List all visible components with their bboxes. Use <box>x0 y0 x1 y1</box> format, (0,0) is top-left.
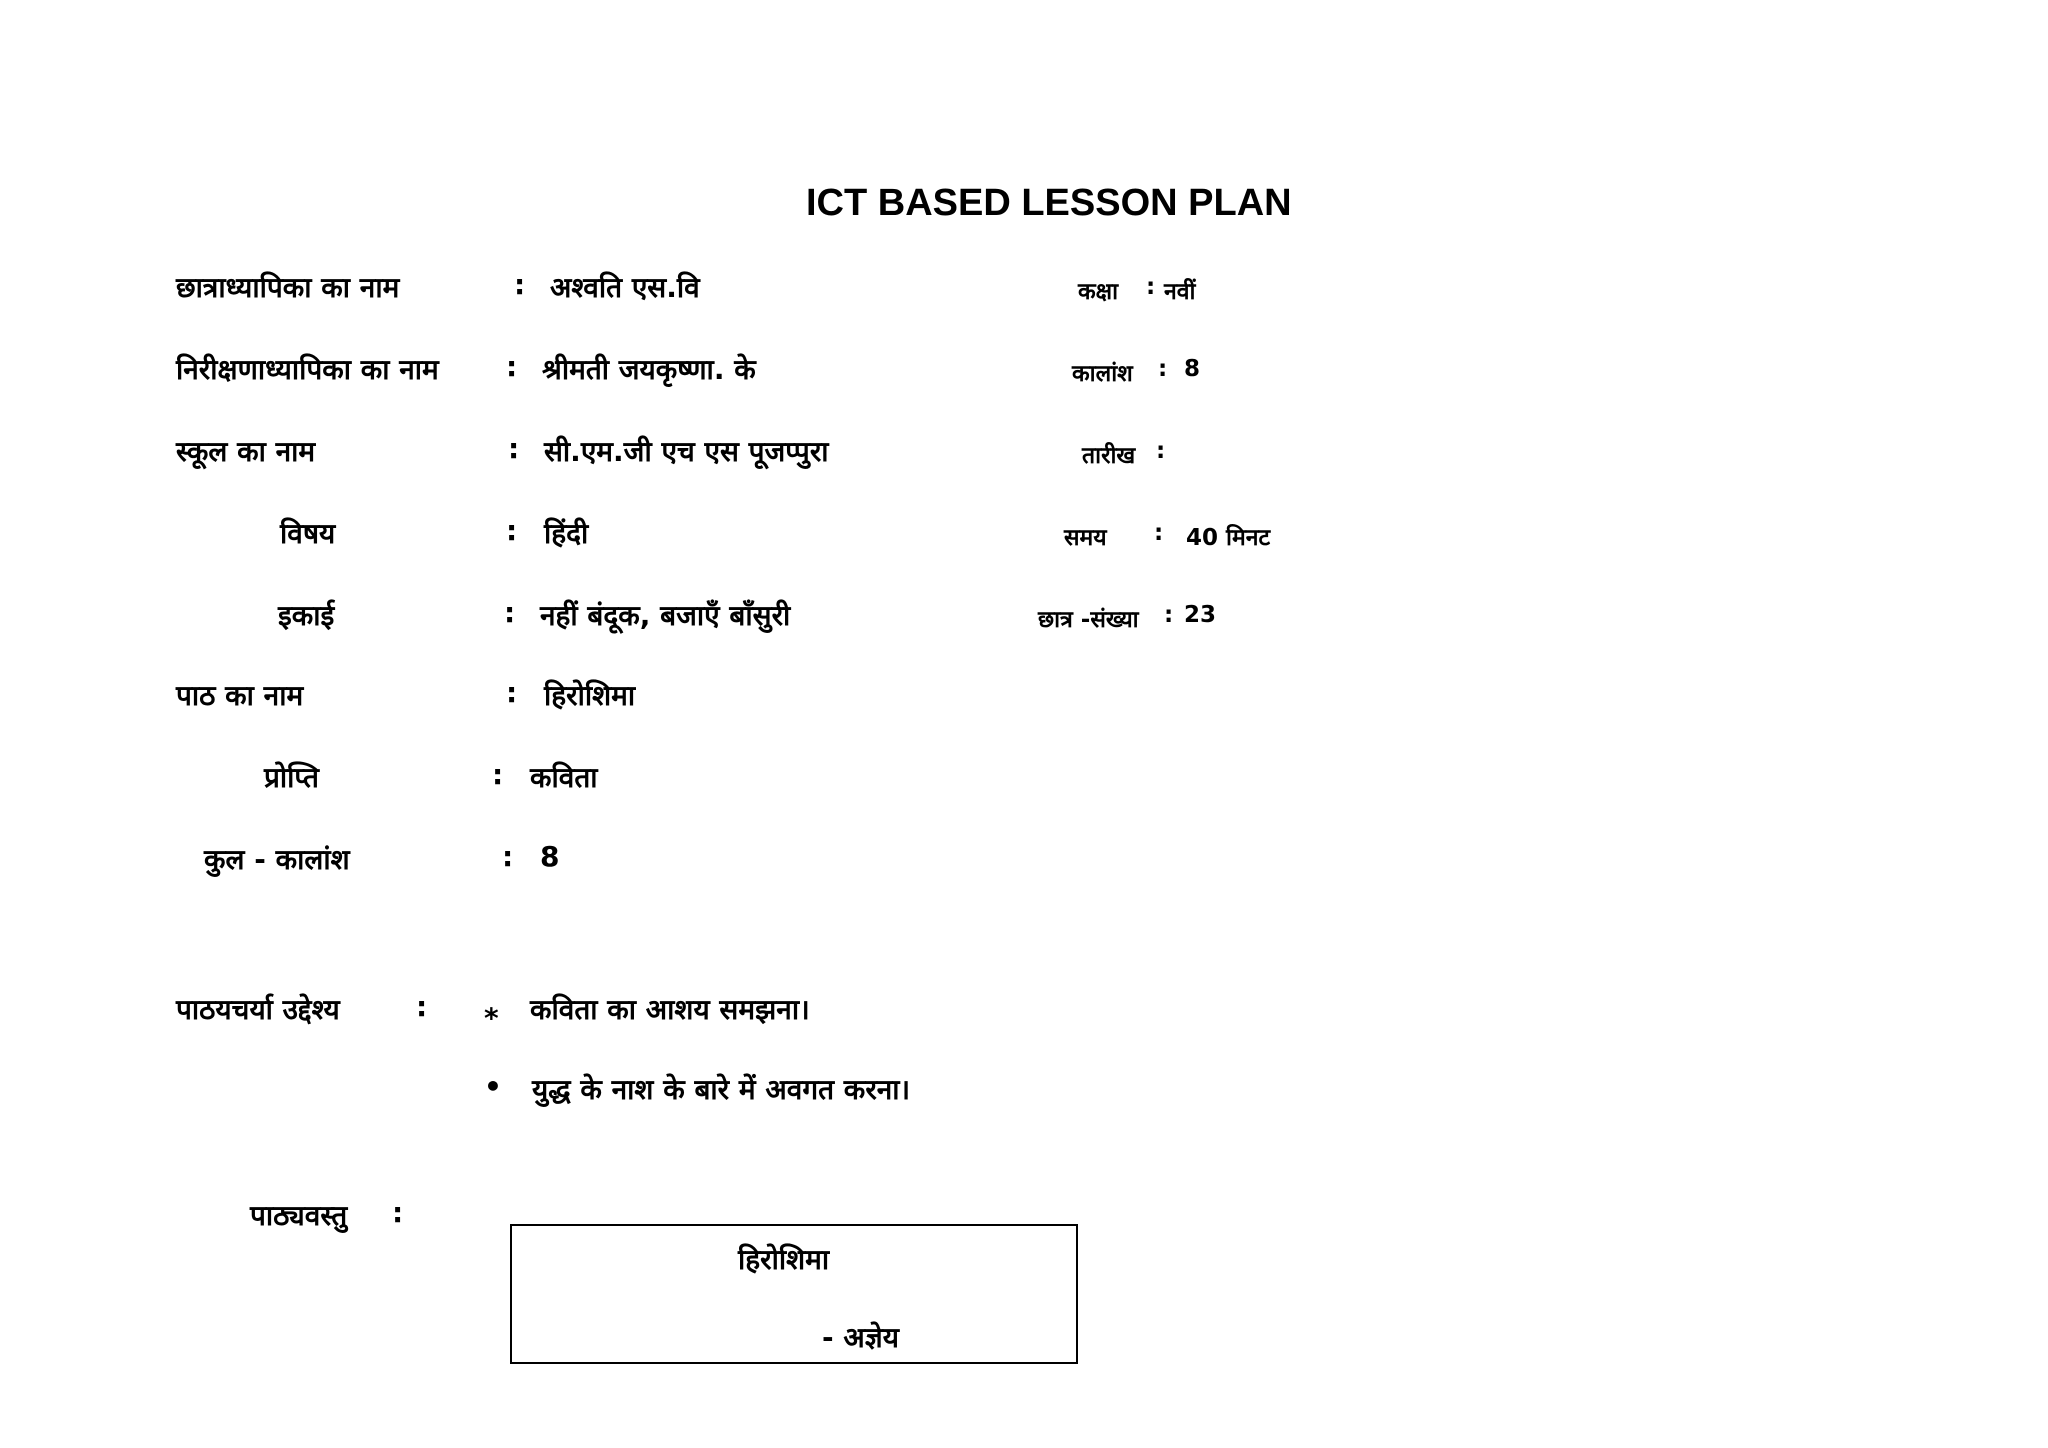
objectives-colon: : <box>416 990 428 1023</box>
field-label-supervisor: निरीक्षणाध्यापिका का नाम <box>176 353 439 386</box>
field-colon: : <box>508 432 520 465</box>
field-label-unit: इकाई <box>278 599 335 632</box>
right-label-class: कक्षा <box>1078 279 1119 305</box>
objective-bullet-icon: ⁎ <box>484 994 499 1027</box>
right-colon: : <box>1164 602 1174 628</box>
right-colon: : <box>1156 438 1166 464</box>
field-value-subject: हिंदी <box>544 517 589 550</box>
right-colon: : <box>1158 356 1168 382</box>
right-value-period: 8 <box>1184 356 1201 382</box>
objective-item: युद्ध के नाश के बारे में अवगत करना। <box>532 1073 911 1106</box>
objective-item: कविता का आशय समझना। <box>530 993 810 1026</box>
objectives-label: पाठयचर्या उद्देश्य <box>176 993 340 1026</box>
right-label-date: तारीख <box>1082 443 1136 469</box>
field-label-total-periods: कुल - कालांश <box>204 843 350 876</box>
field-value-total-periods: 8 <box>540 840 560 873</box>
field-value-lesson: हिरोशिमा <box>544 679 636 712</box>
page-title: ICT BASED LESSON PLAN <box>806 182 1292 224</box>
field-colon: : <box>492 758 504 791</box>
right-value-time: 40 मिनट <box>1186 525 1271 551</box>
right-label-students: छात्र -संख्या <box>1038 607 1139 633</box>
field-label-student-teacher: छात्राध्यापिका का नाम <box>176 271 400 304</box>
field-value-student-teacher: अश्वति एस.वि <box>550 271 700 304</box>
field-colon: : <box>506 514 518 547</box>
right-colon: : <box>1154 520 1164 546</box>
field-value-genre: कविता <box>530 761 598 794</box>
objective-bullet-icon: • <box>484 1070 502 1103</box>
field-label-subject: विषय <box>280 517 336 550</box>
field-label-lesson: पाठ का नाम <box>176 679 304 712</box>
field-colon: : <box>514 268 526 301</box>
field-value-school: सी.एम.जी एच एस पूजप्पुरा <box>544 435 829 468</box>
field-label-genre: प्रोप्ति <box>264 761 320 794</box>
field-colon: : <box>506 350 518 383</box>
content-label: पाठ्यवस्तु <box>250 1199 348 1232</box>
field-label-school: स्कूल का नाम <box>176 435 316 468</box>
field-colon: : <box>504 596 516 629</box>
right-value-students: 23 <box>1184 602 1217 628</box>
poem-author: - अज्ञेय <box>822 1321 899 1354</box>
content-colon: : <box>392 1196 404 1229</box>
right-label-time: समय <box>1064 525 1107 551</box>
right-label-period: कालांश <box>1072 361 1133 387</box>
right-value-class: नवीं <box>1164 279 1196 305</box>
field-colon: : <box>502 840 514 873</box>
poem-title: हिरोशिमा <box>738 1243 830 1276</box>
right-colon: : <box>1146 274 1156 300</box>
field-colon: : <box>506 676 518 709</box>
field-value-supervisor: श्रीमती जयकृष्णा. के <box>542 353 756 386</box>
field-value-unit: नहीं बंदूक, बजाएँ बाँसुरी <box>540 599 791 632</box>
